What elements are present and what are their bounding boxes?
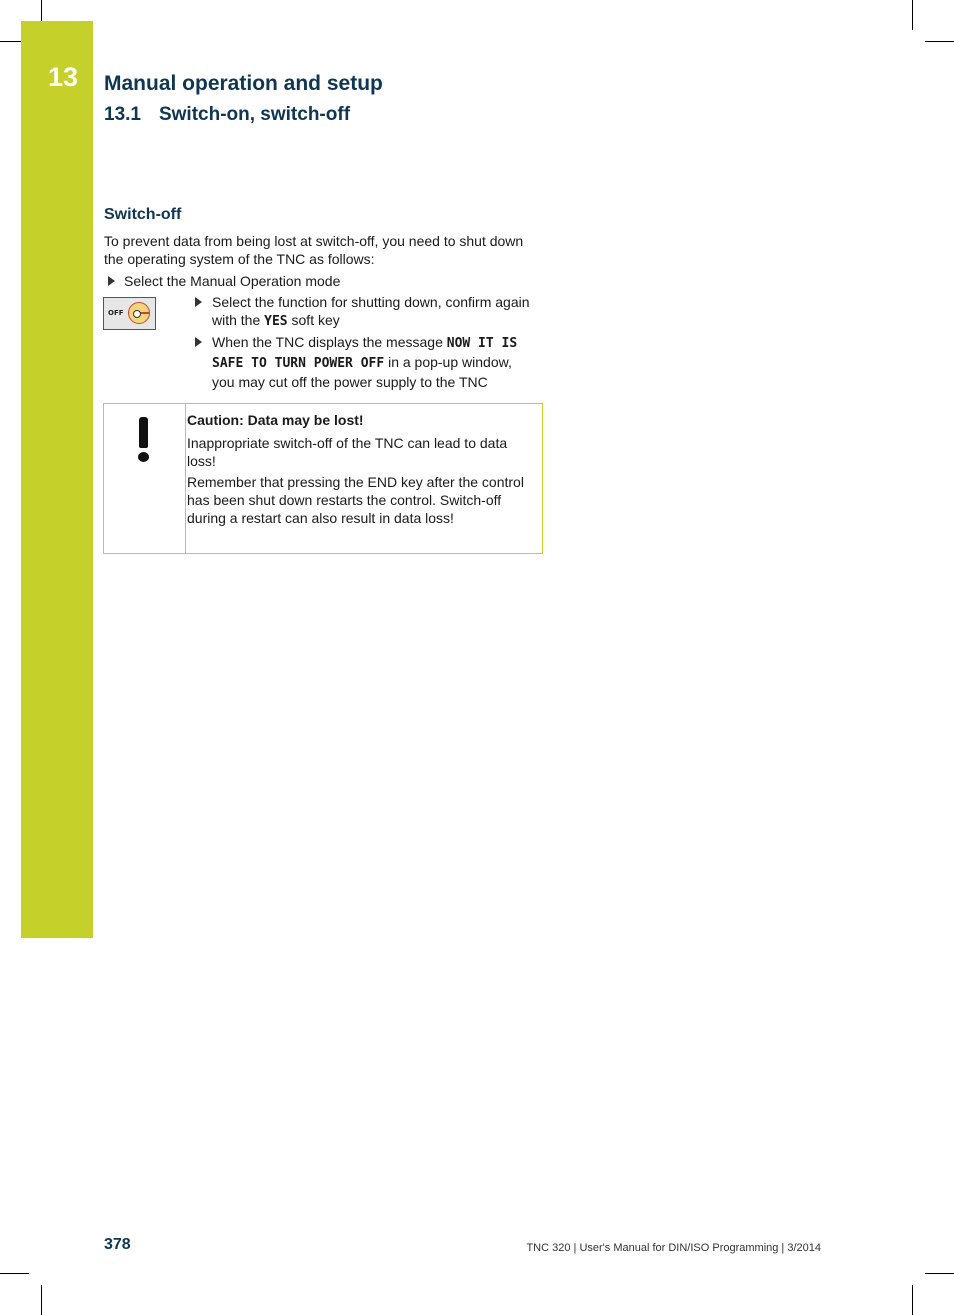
chapter-title: Manual operation and setup <box>104 72 383 95</box>
caution-title: Caution: Data may be lost! <box>187 412 364 428</box>
softkey-label: OFF <box>108 309 124 317</box>
step-select-mode <box>108 272 528 290</box>
intro-paragraph: To prevent data from being lost at switch-off, you need to shut down the operating system of the TNC as follows: <box>104 233 524 267</box>
crop-mark <box>925 1273 954 1274</box>
step-power-off-message <box>195 333 535 391</box>
crop-mark <box>912 1285 913 1315</box>
yes-softkey-name: YES <box>264 314 288 329</box>
step-text: Select the function for shutting down, confirm again with the YES soft key <box>212 294 530 329</box>
bullet-arrow-icon <box>108 276 115 286</box>
crop-mark <box>925 41 954 42</box>
caution-divider <box>185 404 186 553</box>
section-title <box>104 104 350 126</box>
bullet-arrow-icon <box>195 297 202 307</box>
crop-mark <box>912 0 913 30</box>
caution-box <box>103 403 543 554</box>
crop-mark <box>41 0 42 21</box>
caution-paragraph: Inappropriate switch-off of the TNC can lead to data loss! <box>187 435 508 469</box>
crop-mark <box>0 41 21 42</box>
caution-paragraph: Remember that pressing the END key after the control has been shut down restarts the control. Switch-off during a restart can also result in data loss! <box>187 474 524 526</box>
step-text: Select the Manual Operation mode <box>124 273 341 289</box>
page-number: 378 <box>104 1236 131 1253</box>
chapter-number: 13 <box>48 62 79 92</box>
bullet-arrow-icon <box>195 337 202 347</box>
step-shutdown-function <box>195 293 535 331</box>
crop-mark <box>41 1285 42 1315</box>
power-off-message: NOW IT IS SAFE TO TURN POWER OFF <box>212 336 518 371</box>
chapter-side-bar <box>21 21 93 938</box>
power-off-softkey-icon <box>128 302 150 324</box>
section-name: Switch-on, switch-off <box>158 104 351 125</box>
step-text: When the TNC displays the message NOW IT IS SAFE TO TURN POWER OFF in a pop-up window, you may cut off the power supply to the TNC <box>212 334 518 390</box>
crop-mark <box>0 1273 29 1274</box>
section-number: 13.1 <box>104 104 141 125</box>
subsection-heading: Switch-off <box>104 206 182 223</box>
power-off-softkey <box>103 297 156 330</box>
footer-text: TNC 320 | User's Manual for DIN/ISO Programming | 3/2014 <box>526 1242 821 1254</box>
